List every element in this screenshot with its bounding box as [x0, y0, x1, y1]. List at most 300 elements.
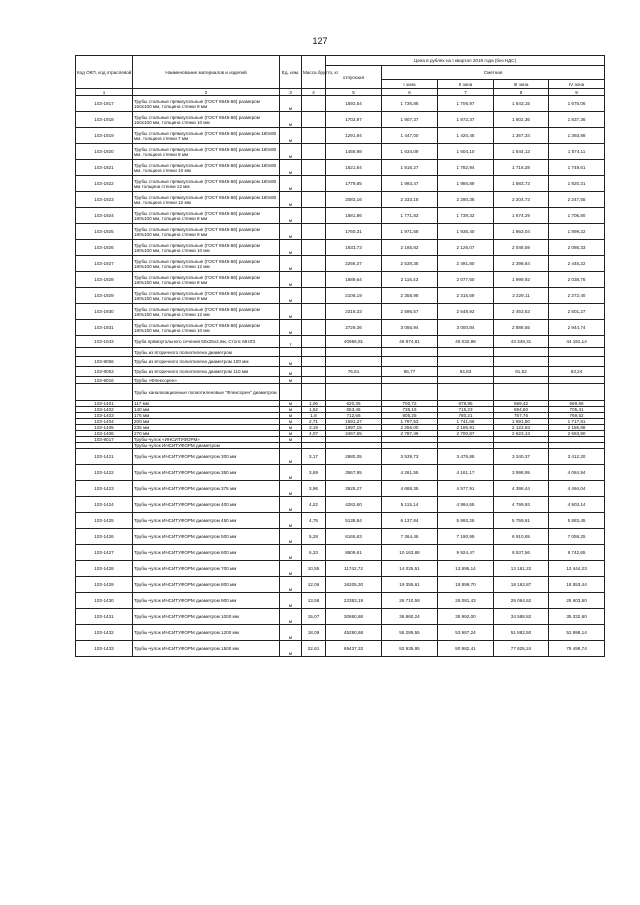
row-mass: 4,07: [302, 431, 326, 437]
row-price-zone-1: 10 163,88: [382, 545, 438, 561]
row-code: 103-9016: [76, 377, 133, 384]
header-code: Код ОКП, код отраслевой: [76, 56, 133, 89]
row-mass: 3,69: [302, 465, 326, 481]
row-price-zone-3: 2 623,13: [494, 431, 549, 437]
row-price-zone-1: 1 907,37: [382, 112, 438, 128]
row-price-zone-4: [549, 384, 605, 401]
row-name: Трубы-чулок ИНСИТУФОРМ диаметром 400 мм: [133, 497, 280, 513]
row-price-zone-1: 19 355,61: [382, 577, 438, 593]
row-price-zone-1: 2 358,98: [382, 288, 438, 304]
row-price-zone-1: 14 025,51: [382, 561, 438, 577]
table-row: [76, 320, 605, 336]
row-price-zone-1: 1 971,58: [382, 224, 438, 240]
row-code: 103-1432: [76, 625, 133, 641]
row-price-zone-4: [549, 377, 605, 384]
row-name: Трубы стальные прямоугольные (ГОСТ 8645-86) размером 180х80 мм, толщина стенки 12 мм: [133, 192, 280, 208]
row-release-price: 2106,19: [326, 288, 382, 304]
row-mass: 3,19: [302, 425, 326, 431]
row-price-zone-3: 1 999,92: [494, 272, 549, 288]
row-price-zone-3: 1 544,13: [494, 144, 549, 160]
row-price-zone-3: 2 398,64: [494, 256, 549, 272]
row-price-zone-2: 26 081,43: [438, 593, 494, 609]
row-price-zone-2: 7 190,99: [438, 529, 494, 545]
row-mass: 6,33: [302, 545, 326, 561]
row-price-zone-3: 694,60: [494, 407, 549, 413]
row-code: 103-1431: [76, 609, 133, 625]
row-price-zone-1: 26 710,59: [382, 593, 438, 609]
row-price-zone-2: [438, 348, 494, 357]
row-price-zone-1: 36 860,24: [382, 609, 438, 625]
row-release-price: 16205,30: [326, 577, 382, 593]
header-mass: Масса брутто, кг: [302, 56, 326, 89]
row-code: [76, 384, 133, 401]
row-unit: м: [280, 367, 302, 377]
header-zone-1: I зона: [382, 80, 438, 89]
row-unit: м: [280, 208, 302, 224]
row-code: 103-1918: [76, 112, 133, 128]
column-numbers-row: [76, 89, 605, 96]
row-mass: [302, 208, 326, 224]
table-row: [76, 240, 605, 256]
row-unit: м: [280, 513, 302, 529]
row-price-zone-3: [494, 357, 549, 367]
row-name: Трубы стальные прямоугольные (ГОСТ 8645-86) размером 150х100 мм, толщина стенки 10 мм: [133, 112, 280, 128]
row-name: Трубы-чулок ИНСИТУФОРМ диаметром 1500 мм: [133, 641, 280, 657]
row-price-zone-3: 2 204,73: [494, 192, 549, 208]
row-price-zone-4: 79 498,74: [549, 641, 605, 657]
row-name: 235 мм: [133, 425, 280, 431]
row-release-price: 712,66: [326, 413, 382, 419]
row-name: Трубы-чулок ИНСИТУФОРМ диаметром 900 мм: [133, 593, 280, 609]
row-mass: 22,61: [302, 641, 326, 657]
row-price-zone-3: 34 588,82: [494, 609, 549, 625]
row-price-zone-2: 1 741,66: [438, 419, 494, 425]
row-unit: м: [280, 561, 302, 577]
row-price-zone-1: 3 539,73: [382, 449, 438, 465]
table-row: [76, 272, 605, 288]
row-mass: 4,22: [302, 497, 326, 513]
row-release-price: 653,46: [326, 407, 382, 413]
row-price-zone-4: 44 191,14: [549, 336, 605, 348]
header-estimated-price: Сметная: [382, 66, 605, 80]
table-row: [76, 465, 605, 481]
row-price-zone-1: 1 634,09: [382, 144, 438, 160]
table-row: [76, 256, 605, 272]
table-row: [76, 160, 605, 176]
row-price-zone-1: 2 165,82: [382, 240, 438, 256]
row-name: Трубы стальные прямоугольные (ГОСТ 8645-86) размером 180х80 мм, толщина стенки 8 мм: [133, 144, 280, 160]
row-price-zone-3: 51 882,50: [494, 625, 549, 641]
row-price-zone-2: 53 987,24: [438, 625, 494, 641]
row-price-zone-3: [494, 377, 549, 384]
row-price-zone-2: [438, 384, 494, 401]
row-price-zone-4: 4 084,94: [549, 465, 605, 481]
row-name: Трубы стальные прямоугольные (ГОСТ 8645-86) размером 180х100 мм, толщина стенки 12 мм: [133, 256, 280, 272]
column-number: 3: [280, 89, 302, 96]
row-name: 140 мм: [133, 407, 280, 413]
row-price-zone-4: 2 663,90: [549, 431, 605, 437]
row-mass: [302, 320, 326, 336]
row-mass: [302, 240, 326, 256]
row-price-zone-3: 2 122,93: [494, 425, 549, 431]
row-code: 103-1926: [76, 240, 133, 256]
row-code: 103-1405: [76, 425, 133, 431]
row-price-zone-4: 669,65: [549, 401, 605, 407]
row-unit: м: [280, 413, 302, 419]
row-price-zone-1: [382, 357, 438, 367]
row-name: 117 мм: [133, 401, 280, 407]
row-price-zone-2: 5 993,26: [438, 513, 494, 529]
header-unit: Ед. изм.: [280, 56, 302, 89]
row-price-zone-2: 2 185,91: [438, 425, 494, 431]
row-code: 103-1428: [76, 561, 133, 577]
row-code: 103-1921: [76, 160, 133, 176]
row-price-zone-3: 18 162,87: [494, 577, 549, 593]
row-price-zone-3: 4 799,93: [494, 497, 549, 513]
row-price-zone-2: 2 548,92: [438, 304, 494, 320]
row-price-zone-3: 2 229,11: [494, 288, 549, 304]
row-unit: м: [280, 288, 302, 304]
row-mass: [302, 348, 326, 357]
row-unit: м: [280, 545, 302, 561]
table-row: [76, 367, 605, 377]
row-price-zone-4: 2 155,88: [549, 425, 605, 431]
row-price-zone-4: 1 899,22: [549, 224, 605, 240]
row-release-price: 6165,63: [326, 529, 382, 545]
row-price-zone-4: 1 574,11: [549, 144, 605, 160]
column-number: 9: [549, 89, 605, 96]
row-name: Трубы канализационные полиэтиленовые "Флексорен" диаметром: [133, 384, 280, 401]
row-code: 103-8053: [76, 367, 133, 377]
row-price-zone-1: 2 538,35: [382, 256, 438, 272]
row-code: 103-1402: [76, 407, 133, 413]
price-table: [75, 55, 605, 657]
row-unit: м: [280, 160, 302, 176]
row-release-price: 30860,86: [326, 609, 382, 625]
row-code: 103-1929: [76, 288, 133, 304]
row-release-price: 3925,27: [326, 481, 382, 497]
row-name: 200 мм: [133, 419, 280, 425]
row-price-zone-3: 1 674,29: [494, 208, 549, 224]
row-unit: м: [280, 304, 302, 320]
row-price-zone-1: 700,72: [382, 401, 438, 407]
row-release-price: 2083,16: [326, 192, 382, 208]
row-mass: 18,09: [302, 625, 326, 641]
row-release-price: 5138,84: [326, 513, 382, 529]
row-price-zone-2: 3 475,88: [438, 449, 494, 465]
row-name: Трубы стальные прямоугольные (ГОСТ 8645-86) размером 180х100 мм, толщина стенки 9 мм: [133, 224, 280, 240]
table-row: [76, 176, 605, 192]
row-release-price: 1997,15: [326, 425, 382, 431]
row-price-zone-3: 25 064,62: [494, 593, 549, 609]
row-price-zone-2: 2 700,87: [438, 431, 494, 437]
row-price-zone-3: 1 883,73: [494, 176, 549, 192]
row-price-zone-4: 83,24: [549, 367, 605, 377]
row-mass: [302, 288, 326, 304]
row-price-zone-2: 1 604,10: [438, 144, 494, 160]
row-release-price: 2980,35: [326, 449, 382, 465]
row-unit: м: [280, 481, 302, 497]
row-unit: м: [280, 377, 302, 384]
row-release-price: 1591,27: [326, 419, 382, 425]
table-row: [76, 497, 605, 513]
row-price-zone-4: 2 944,74: [549, 320, 605, 336]
row-release-price: 1702,97: [326, 112, 382, 128]
row-price-zone-3: 77 825,24: [494, 641, 549, 657]
row-mass: [302, 367, 326, 377]
row-release-price: [326, 377, 382, 384]
row-price-zone-4: 1 675,06: [549, 96, 605, 112]
row-release-price: 1779,85: [326, 176, 382, 192]
row-price-zone-2: 3 000,84: [438, 320, 494, 336]
row-price-zone-3: 1 367,34: [494, 128, 549, 144]
row-name: Трубы стальные прямоугольные (ГОСТ 8645-86) размером 180х150 мм, толщина стенки 9 мм: [133, 288, 280, 304]
row-unit: м: [280, 112, 302, 128]
table-row: [76, 593, 605, 609]
row-name: Труба прямоугольного сечения 50х25х2,6м, Ст1пс МНЛЗ: [133, 336, 280, 348]
row-code: 103-1924: [76, 208, 133, 224]
row-release-price: 2318,33: [326, 304, 382, 320]
row-price-zone-1: 7 364,46: [382, 529, 438, 545]
row-price-zone-3: 1 691,50: [494, 419, 549, 425]
table-row: [76, 377, 605, 384]
row-price-zone-3: 3 998,95: [494, 465, 549, 481]
row-code: 103-1403: [76, 413, 133, 419]
row-price-zone-1: 3 056,94: [382, 320, 438, 336]
table-row: [76, 449, 605, 465]
row-unit: м: [280, 625, 302, 641]
header-name: Наименование материалов и изделий: [133, 56, 280, 89]
row-price-zone-2: 1 420,45: [438, 128, 494, 144]
row-code: 103-1919: [76, 128, 133, 144]
table-row: [76, 304, 605, 320]
row-mass: [302, 176, 326, 192]
row-name: Трубы стальные прямоугольные (ГОСТ 8645-86) размером 150х100 мм, толщина стенки 9 мм: [133, 96, 280, 112]
row-price-zone-1: 86,77: [382, 367, 438, 377]
header-zone-3: III зона: [494, 80, 549, 89]
row-code: 103-1922: [76, 176, 133, 192]
row-code: 103-1931: [76, 320, 133, 336]
row-price-zone-4: 2 445,22: [549, 256, 605, 272]
row-name: Трубы-чулок ИНСИТУФОРМ диаметром 350 мм: [133, 465, 280, 481]
row-code: 103-1928: [76, 272, 133, 288]
row-code: 103-1404: [76, 419, 133, 425]
row-name: Трубы-чулок ИНСИТУФОРМ диаметром 1200 мм: [133, 625, 280, 641]
row-name: Трубы стальные прямоугольные (ГОСТ 8645-86) размером 180х150 мм, толщина стенки 10 мм: [133, 320, 280, 336]
row-mass: 1,52: [302, 407, 326, 413]
row-price-zone-2: 35 992,00: [438, 609, 494, 625]
row-unit: м: [280, 320, 302, 336]
row-price-zone-4: 4 494,04: [549, 481, 605, 497]
row-price-zone-4: 3 412,20: [549, 449, 605, 465]
row-price-zone-2: [438, 377, 494, 384]
row-mass: [302, 128, 326, 144]
row-price-zone-1: 55 289,55: [382, 625, 438, 641]
row-price-zone-4: [549, 357, 605, 367]
row-price-zone-2: 45 032,98: [438, 336, 494, 348]
row-price-zone-1: 735,16: [382, 407, 438, 413]
header-zone-4: IV зона: [549, 80, 605, 89]
row-code: 103-1430: [76, 593, 133, 609]
row-code: 103-9056: [76, 357, 133, 367]
row-price-zone-1: 805,25: [382, 413, 438, 419]
table-row: [76, 577, 605, 593]
row-code: 103-1925: [76, 224, 133, 240]
row-release-price: 3567,95: [326, 465, 382, 481]
row-release-price: 620,35: [326, 401, 382, 407]
row-name: Трубы-чулок ИНСИТУФОРМ диаметром 300 мм: [133, 449, 280, 465]
row-price-zone-2: 9 924,47: [438, 545, 494, 561]
row-code: 103-1401: [76, 401, 133, 407]
row-price-zone-2: 4 577,91: [438, 481, 494, 497]
row-release-price: 76,81: [326, 367, 382, 377]
row-release-price: 1889,64: [326, 272, 382, 288]
row-code: 103-1426: [76, 529, 133, 545]
row-release-price: 1592,54: [326, 96, 382, 112]
table-row: [76, 561, 605, 577]
row-release-price: 8609,61: [326, 545, 382, 561]
row-name: 175 мм: [133, 413, 280, 419]
row-price-zone-4: 9 742,65: [549, 545, 605, 561]
row-name: Трубы стальные прямоугольные (ГОСТ 8645-86) размером 180х80 мм, толщина стенки 10 мм: [133, 160, 280, 176]
row-price-zone-2: 2 290,36: [438, 192, 494, 208]
row-release-price: [326, 384, 382, 401]
row-unit: м: [280, 357, 302, 367]
row-price-zone-3: 2 046,59: [494, 240, 549, 256]
row-price-zone-1: 2 116,43: [382, 272, 438, 288]
row-code: 103-1920: [76, 144, 133, 160]
row-mass: 1,8: [302, 413, 326, 419]
row-price-zone-4: 35 332,60: [549, 609, 605, 625]
row-price-zone-3: 3 340,37: [494, 449, 549, 465]
row-unit: м: [280, 425, 302, 431]
row-price-zone-3: 13 161,22: [494, 561, 549, 577]
row-mass: [302, 96, 326, 112]
row-mass: [302, 256, 326, 272]
row-release-price: 69437,33: [326, 641, 382, 657]
row-price-zone-1: 1 816,27: [382, 160, 438, 176]
table-row: [76, 384, 605, 401]
row-price-zone-2: 1 935,40: [438, 224, 494, 240]
row-name: Трубы-чулок ИНСИТУФОРМ диаметром: [133, 443, 280, 449]
row-unit: м: [280, 272, 302, 288]
row-code: 103-1425: [76, 513, 133, 529]
column-number: 4: [302, 89, 326, 96]
row-unit: м: [280, 419, 302, 425]
row-price-zone-1: 4 261,55: [382, 465, 438, 481]
row-name: Трубы стальные прямоугольные (ГОСТ 8645-86) размером 180х100 мм, толщина стенки 10 мм: [133, 240, 280, 256]
row-unit: [280, 384, 302, 401]
row-price-zone-4: 1 393,88: [549, 128, 605, 144]
table-row: [76, 144, 605, 160]
row-price-zone-2: 1 782,94: [438, 160, 494, 176]
row-mass: [302, 160, 326, 176]
row-price-zone-2: 4 161,17: [438, 465, 494, 481]
row-code: 103-1930: [76, 304, 133, 320]
row-price-zone-1: 1 736,86: [382, 96, 438, 112]
row-unit: м: [280, 256, 302, 272]
row-code: 103-1422: [76, 465, 133, 481]
row-release-price: 4282,60: [326, 497, 382, 513]
row-name: Трубы стальные прямоугольные (ГОСТ 8645-86) размером 180х150 мм, толщина стенки 8 мм: [133, 272, 280, 288]
row-price-zone-3: 659,42: [494, 401, 549, 407]
row-price-zone-3: 757,76: [494, 413, 549, 419]
row-unit: м: [280, 431, 302, 437]
row-price-zone-4: 1 837,36: [549, 112, 605, 128]
table-row: [76, 288, 605, 304]
row-release-price: 1581,86: [326, 208, 382, 224]
row-unit: м: [280, 609, 302, 625]
row-price-zone-4: 769,52: [549, 413, 605, 419]
row-price-zone-1: 82 935,95: [382, 641, 438, 657]
row-unit: м: [280, 593, 302, 609]
column-number: 6: [382, 89, 438, 96]
row-mass: 3,17: [302, 449, 326, 465]
row-code: 103-1424: [76, 497, 133, 513]
row-price-zone-1: 5 115,14: [382, 497, 438, 513]
row-release-price: 40956,91: [326, 336, 382, 348]
row-price-zone-3: 81,52: [494, 367, 549, 377]
table-row: [76, 513, 605, 529]
row-mass: [302, 336, 326, 348]
row-mass: 5,28: [302, 529, 326, 545]
row-release-price: 1621,64: [326, 160, 382, 176]
row-price-zone-1: [382, 377, 438, 384]
row-price-zone-4: 13 444,23: [549, 561, 605, 577]
row-mass: [302, 357, 326, 367]
row-release-price: 2266,37: [326, 256, 382, 272]
table-row: [76, 641, 605, 657]
row-unit: м: [280, 529, 302, 545]
row-code: 103-9017: [76, 437, 133, 443]
row-price-zone-2: 780,21: [438, 413, 494, 419]
row-mass: 15,07: [302, 609, 326, 625]
row-name: Трубы стальные прямоугольные (ГОСТ 8645-86) размером 180х100 мм, толщина стенки 8 мм: [133, 208, 280, 224]
row-price-zone-3: 5 759,61: [494, 513, 549, 529]
row-code: 103-1429: [76, 577, 133, 593]
row-release-price: 2467,65: [326, 431, 382, 437]
row-unit: м: [280, 437, 302, 443]
row-price-zone-4: 1 920,31: [549, 176, 605, 192]
row-price-zone-4: [549, 348, 605, 357]
row-release-price: 1933,73: [326, 240, 382, 256]
table-row: [76, 545, 605, 561]
table-row: [76, 96, 605, 112]
row-name: Трубы стальные прямоугольные (ГОСТ 8645-86) размером 180х150 мм, толщина стенки 12 мм: [133, 304, 280, 320]
row-mass: [302, 144, 326, 160]
row-unit: м: [280, 96, 302, 112]
row-mass: [302, 304, 326, 320]
header-zone-2: II зона: [438, 80, 494, 89]
row-price-zone-4: 4 903,14: [549, 497, 605, 513]
table-row: [76, 481, 605, 497]
row-name: Трубы-чулок ИНСИТУФОРМ диаметром 500 мм: [133, 529, 280, 545]
row-price-zone-2: 80 982,41: [438, 641, 494, 657]
row-price-zone-4: 2 272,40: [549, 288, 605, 304]
row-code: 103-1423: [76, 481, 133, 497]
row-price-zone-3: 1 643,15: [494, 96, 549, 112]
row-unit: м: [280, 449, 302, 465]
row-mass: 3,96: [302, 481, 326, 497]
row-price-zone-1: 1 993,47: [382, 176, 438, 192]
row-unit: м: [280, 192, 302, 208]
row-price-zone-1: 6 137,84: [382, 513, 438, 529]
row-unit: м: [280, 401, 302, 407]
row-name: Трубы-чулок ИНСИТУФОРМ диаметром 450 мм: [133, 513, 280, 529]
row-price-zone-3: 6 910,65: [494, 529, 549, 545]
row-code: 103-1927: [76, 256, 133, 272]
column-number: 5: [326, 89, 382, 96]
